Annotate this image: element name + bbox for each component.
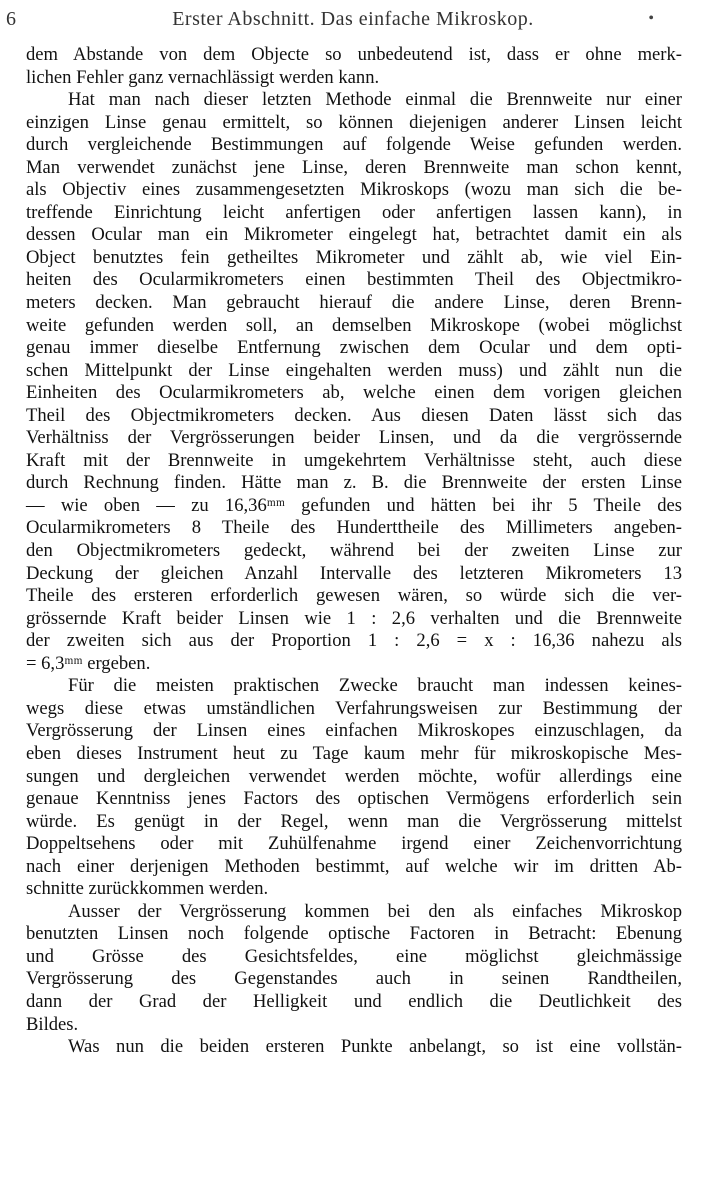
- text-line: Hat man nach dieser letzten Methode einmal die Brennweite nur einer: [68, 89, 682, 111]
- running-head-title: Erster Abschnitt. Das einfache Mikroskop.: [172, 8, 534, 30]
- text-line: dem Abstande von dem Objecte so unbedeutend ist, dass er ohne merk-: [26, 44, 682, 65]
- text-line: Deckung der gleichen Anzahl Intervalle des letzteren Mikrometers 13: [26, 562, 682, 584]
- text-line: dann der Grad der Helligkeit und endlich die Deutlichkeit des: [26, 990, 682, 1012]
- text-line: Einheiten des Ocularmikrometers ab, welche einen dem vorigen gleichen: [26, 382, 682, 404]
- text-line: heiten des Ocularmikrometers einen bestimmten Theil des Objectmikro-: [26, 269, 682, 291]
- text-line: einzigen Linse genau ermittelt, so können diejenigen anderer Linsen leicht: [26, 111, 682, 133]
- text-line: schen Mittelpunkt der Linse eingehalten werden muss) und zählt nun die: [26, 359, 682, 381]
- text-line: = 6,3ᵐᵐ ergeben.: [26, 652, 151, 674]
- text-line: Bildes.: [26, 1013, 79, 1035]
- text-line: Vergrösserung des Gegenstandes auch in seinen Randtheilen,: [26, 968, 682, 990]
- text-line: meters decken. Man gebraucht hierauf die andere Linse, deren Brenn-: [26, 292, 682, 314]
- text-line: dessen Ocular man ein Mikrometer eingelegt hat, betrachtet damit ein als: [26, 224, 682, 246]
- text-line: genaue Kenntniss jenes Factors des optischen Vermögens erforderlich sein: [26, 788, 682, 810]
- text-line: durch Rechnung finden. Hätte man z. B. die Brennweite der ersten Linse: [26, 472, 682, 494]
- text-line: Theil des Objectmikrometers decken. Aus diesen Daten lässt sich das: [26, 404, 682, 426]
- text-line: Ocularmikrometers 8 Theile des Hunderttheile des Millimeters angeben-: [26, 517, 682, 539]
- text-line: Für die meisten praktischen Zwecke braucht man indessen keines-: [68, 675, 682, 697]
- text-line: schnitte zurückkommen werden.: [26, 878, 269, 900]
- text-line: Verhältniss der Vergrösserungen beider Linsen, und da die vergrössernde: [26, 427, 682, 449]
- text-line: durch vergleichende Bestimmungen auf folgende Weise gefunden werden.: [26, 134, 682, 156]
- text-line: treffende Einrichtung leicht anfertigen oder anfertigen lassen kann), in: [26, 201, 682, 223]
- text-line: lichen Fehler ganz vernachlässigt werden kann.: [26, 66, 380, 88]
- ornament-icon: •: [648, 10, 654, 27]
- text-line: Was nun die beiden ersteren Punkte anbelangt, so ist eine vollstän-: [68, 1036, 682, 1058]
- text-line: als Objectiv eines zusammengesetzten Mikroskops (wozu man sich die be-: [26, 179, 682, 201]
- text-line: Kraft mit der Brennweite in umgekehrtem Verhältnisse steht, auch diese: [26, 449, 682, 471]
- text-line: Man verwendet zunächst jene Linse, deren Brennweite man schon kennt,: [26, 156, 682, 178]
- text-line: sungen und dergleichen verwendet werden möchte, wofür allerdings eine: [26, 765, 682, 787]
- text-line: eben dieses Instrument heut zu Tage kaum mehr für mikroskopische Mes-: [26, 742, 682, 764]
- text-line: Object benutztes fein getheiltes Mikrometer und zählt ab, wie viel Ein-: [26, 246, 682, 268]
- text-line: wegs diese etwas umständlichen Verfahrungsweisen zur Bestimmung der: [26, 697, 682, 719]
- running-head: [0, 4, 706, 34]
- text-line: Vergrösserung der Linsen eines einfachen Mikroskopes einzuschlagen, da: [26, 720, 682, 742]
- text-line: genau immer dieselbe Entfernung zwischen dem Ocular und dem opti-: [26, 337, 682, 359]
- text-line: grössernde Kraft beider Linsen wie 1 : 2,6 verhalten und die Brennweite: [26, 607, 682, 629]
- text-line: würde. Es genügt in der Regel, wenn man die Vergrösserung mittelst: [26, 810, 682, 832]
- text-line: und Grösse des Gesichtsfeldes, eine möglichst gleichmässige: [26, 945, 682, 967]
- text-line: nach einer derjenigen Methoden bestimmt, auf welche wir im dritten Ab-: [26, 855, 682, 877]
- page-number: 6: [6, 8, 16, 30]
- text-line: Doppeltsehens oder mit Zuhülfenahme irgend einer Zeichenvorrichtung: [26, 833, 682, 855]
- body-text: [26, 44, 682, 1059]
- text-line: den Objectmikrometers gedeckt, während bei der zweiten Linse zur: [26, 540, 682, 562]
- text-line: benutzten Linsen noch folgende optische Factoren in Betracht: Ebenung: [26, 923, 682, 945]
- text-line: Theile des ersteren erforderlich gewesen wären, so würde sich die ver-: [26, 585, 682, 607]
- text-line: weite gefunden werden soll, an demselben Mikroskope (wobei möglichst: [26, 314, 682, 336]
- text-line: Ausser der Vergrösserung kommen bei den als einfaches Mikroskop: [68, 900, 682, 922]
- text-line: der zweiten sich aus der Proportion 1 : 2,6 = x : 16,36 nahezu als: [26, 630, 682, 652]
- text-line: — wie oben — zu 16,36ᵐᵐ gefunden und hätten bei ihr 5 Theile des: [26, 494, 682, 516]
